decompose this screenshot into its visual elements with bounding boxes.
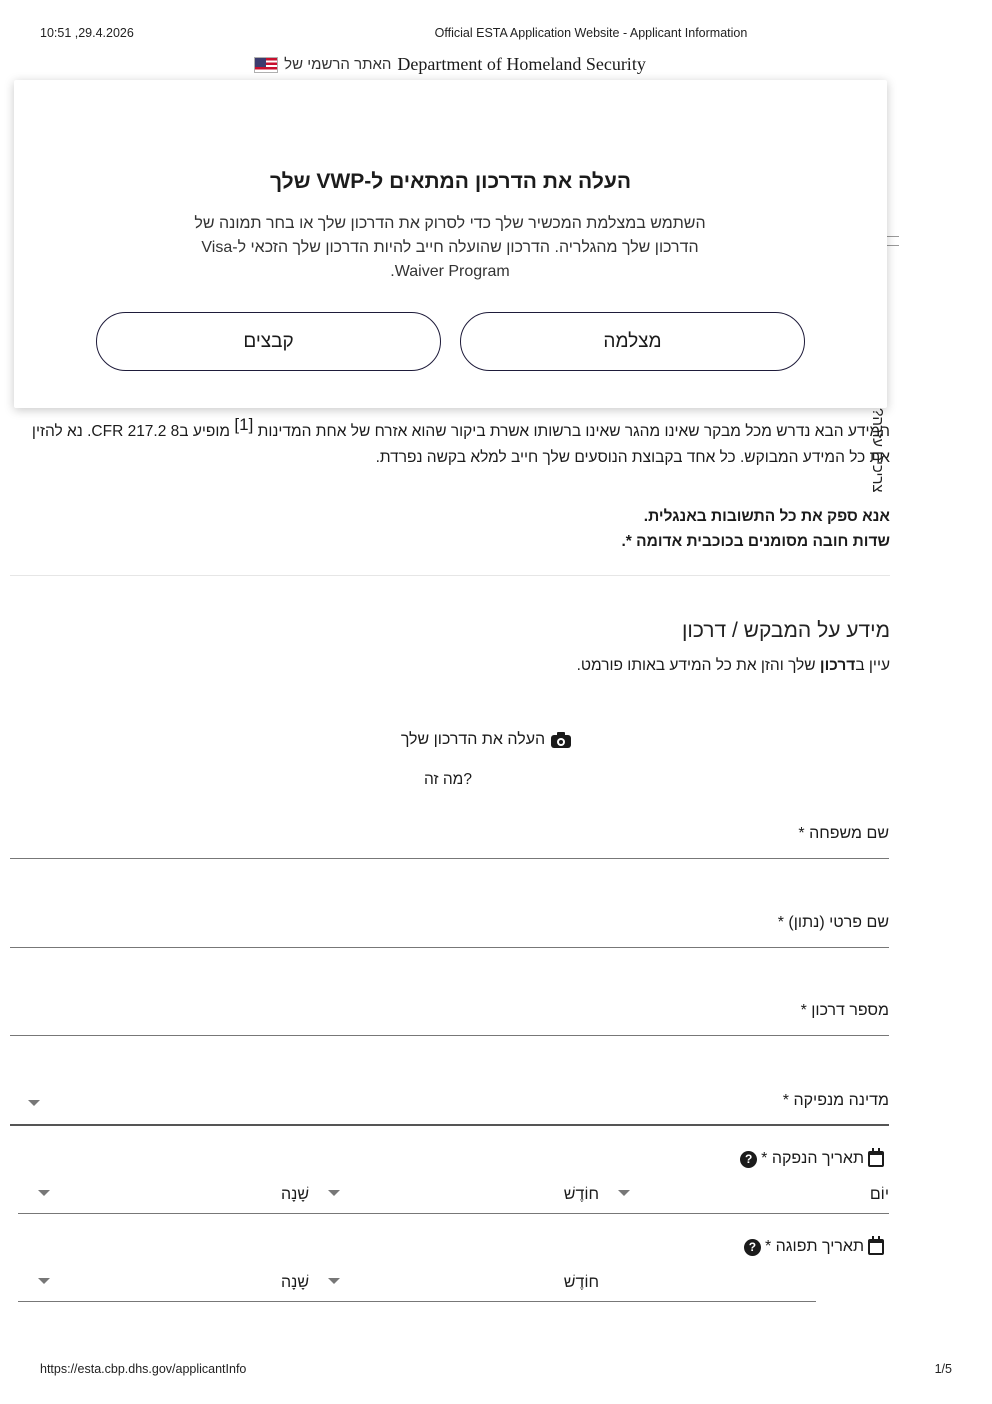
required-notes <box>18 504 890 554</box>
section-sub-suffix: שלך והזן את כל המידע באותו פורמט. <box>576 657 820 674</box>
passport-number-label: מספר דרכון * <box>800 1002 889 1019</box>
issue-date-text: תאריך הנפקה * <box>761 1150 864 1167</box>
expiry-year-label: שָׁנָה <box>280 1274 309 1291</box>
section-sub-bold: דרכון <box>819 657 856 674</box>
calendar-icon <box>868 1151 884 1167</box>
print-url: https://esta.cbp.dhs.gov/applicantInfo <box>40 1362 247 1376</box>
issuing-country-select[interactable] <box>10 1082 889 1126</box>
expiry-date-label <box>744 1238 884 1256</box>
last-name-label: שם משפחה * <box>798 825 889 842</box>
chevron-down-icon <box>328 1190 340 1196</box>
chevron-down-icon <box>38 1278 50 1284</box>
issue-day-label: יוֹם <box>869 1186 889 1203</box>
expiry-month-label: חוֹדֶשׁ <box>563 1274 599 1291</box>
chevron-down-icon <box>38 1190 50 1196</box>
print-page-title: Official ESTA Application Website - Applicant Information <box>434 26 748 40</box>
section-sub-prefix: עיין ב <box>855 657 890 674</box>
issue-month-select[interactable] <box>318 1180 603 1214</box>
print-header <box>40 26 952 42</box>
print-page-number: 1/5 <box>934 1362 952 1376</box>
chevron-down-icon <box>328 1278 340 1284</box>
what-is-this-label: מה זה? <box>424 771 472 788</box>
section-divider <box>10 575 890 576</box>
footnote-link[interactable]: [1] <box>234 415 254 434</box>
last-name-field[interactable] <box>10 815 889 859</box>
intro-text <box>18 412 890 471</box>
print-datetime: 10:51 ,29.4.2026 <box>40 26 134 40</box>
section-subtitle <box>10 657 890 675</box>
intro-text-after: מופיע ב8 CFR 217.2. נא להזין את כל המידע המבוקש. כל אחד בקבוצת הנוסעים שלך חייב למלא בקשה נפרדת. <box>31 423 890 466</box>
upload-passport-modal <box>14 80 887 408</box>
upload-passport-label: העלה את הדרכון שלך <box>400 731 546 748</box>
issue-date-row <box>18 1180 889 1214</box>
first-name-field[interactable] <box>10 904 889 948</box>
expiry-month-select[interactable] <box>318 1268 603 1302</box>
files-button[interactable]: קבצים <box>96 312 441 371</box>
expiry-date-row <box>18 1268 816 1302</box>
help-side-tab-label: ?צריכים עזרה <box>869 408 886 493</box>
passport-number-field[interactable] <box>10 992 889 1036</box>
section-title: מידע על המבקש / דרכון <box>681 619 890 642</box>
intro-text-before: המידע הבא נדרש מכל מבקר שאינו מהגר שאינו ברשותו אשרת ביקור שהוא אזרח של אחת המדינות <box>257 423 890 440</box>
modal-body: השתמש במצלמת המכשיר שלך כדי לסרוק את הדרכון שלך או בחר תמונה של הדרכון שלך מהגלריה. הדרכון שהועלה חייב להיות הדרכון שלך הזכאי ל-Visa Waiver Program. <box>194 215 706 280</box>
upload-passport-link[interactable] <box>0 731 900 753</box>
expiry-date-text: תאריך תפוגה * <box>764 1238 864 1255</box>
modal-title: העלה את הדרכון המתאים ל-VWP שלך <box>269 170 632 193</box>
english-note: אנא ספק את כל התשובות באנגלית. <box>643 508 890 525</box>
issue-year-label: שָׁנָה <box>280 1186 309 1203</box>
us-flag-icon <box>254 57 278 73</box>
official-site-label: האתר הרשמי של <box>284 56 392 73</box>
chevron-down-icon <box>28 1100 40 1106</box>
expiry-day-select[interactable] <box>608 1268 816 1302</box>
camera-icon <box>551 732 571 748</box>
issue-date-label <box>740 1150 884 1168</box>
issuing-country-label: מדינה מנפיקה * <box>782 1092 889 1109</box>
issue-year-select[interactable] <box>28 1180 313 1214</box>
first-name-label: שם פרטי (נתון) * <box>777 914 889 931</box>
expiry-year-select[interactable] <box>28 1268 313 1302</box>
issue-day-select[interactable] <box>608 1180 889 1214</box>
dhs-name: Department of Homeland Security <box>397 54 646 74</box>
chevron-down-icon <box>618 1190 630 1196</box>
help-icon[interactable]: ? <box>744 1239 761 1256</box>
help-icon[interactable]: ? <box>740 1151 757 1168</box>
gov-banner <box>0 54 900 75</box>
required-fields-note: שדות חובה מסומנים בכוכבית אדומה *. <box>621 533 890 550</box>
what-is-this-link[interactable] <box>0 771 900 789</box>
camera-button[interactable]: מצלמה <box>460 312 805 371</box>
menu-icon[interactable] <box>887 236 899 246</box>
calendar-icon <box>868 1239 884 1255</box>
issue-month-label: חוֹדֶשׁ <box>563 1186 599 1203</box>
